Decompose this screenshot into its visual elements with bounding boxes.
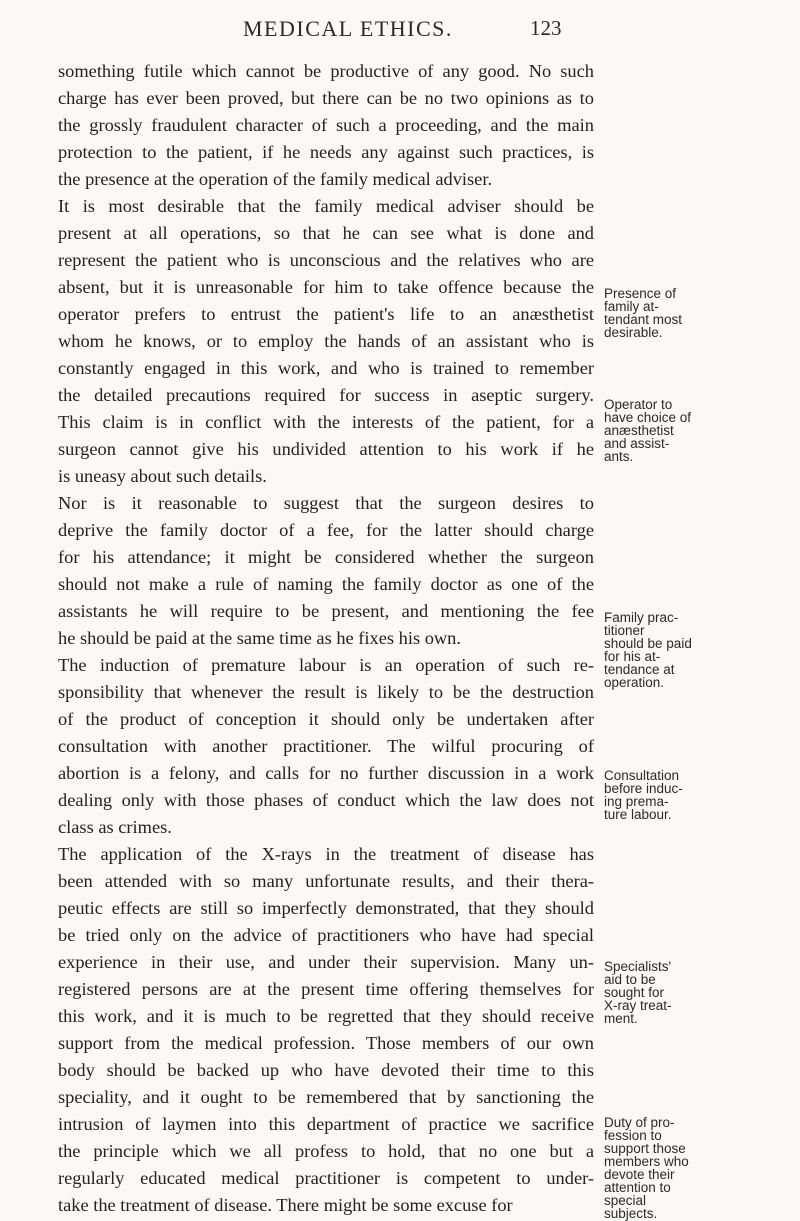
note-line: members who <box>604 1154 689 1169</box>
text-line: This claim is in conflict with the interests of the patient, for a <box>58 412 594 432</box>
note-line: ment. <box>604 1011 638 1026</box>
text-line: for his attendance; it might be considered whether the surgeon <box>58 547 594 567</box>
text-line: consultation with another practitioner. The wilful procuring of <box>58 736 594 756</box>
note-line: before induc- <box>604 781 683 796</box>
margin-note-specialists <box>604 960 794 1025</box>
note-line: titioner <box>604 623 645 638</box>
note-line: Consultation <box>604 768 680 783</box>
text-line: the presence at the operation of the family medical adviser. <box>58 169 493 189</box>
body-text <box>58 58 594 1219</box>
note-line: aid to be <box>604 972 656 987</box>
text-line: the detailed precautions required for success in aseptic surgery. <box>58 385 594 405</box>
note-line: Presence of <box>604 286 677 301</box>
text-line: take the treatment of disease. There might be some excuse for <box>58 1195 513 1215</box>
note-line: should be paid <box>604 636 692 651</box>
text-line: regularly educated medical practitioner is competent to under- <box>58 1168 594 1188</box>
note-line: fession to <box>604 1128 662 1143</box>
text-line: dealing only with those phases of conduct which the law does not <box>58 790 594 810</box>
text-line: is uneasy about such details. <box>58 466 267 486</box>
note-line: sought for <box>604 985 665 1000</box>
note-line: ture labour. <box>604 807 672 822</box>
note-line: Duty of pro- <box>604 1115 675 1130</box>
text-line: protection to the patient, if he needs any against such practices, is <box>58 142 594 162</box>
note-line: attention to <box>604 1180 671 1195</box>
text-line: the grossly fraudulent character of such a proceeding, and the main <box>58 115 594 135</box>
text-line: whom he knows, or to employ the hands of an assistant who is <box>58 331 594 351</box>
text-line: of the product of conception it should only be undertaken after <box>58 709 594 729</box>
text-line: operator prefers to entrust the patient's life to an anæsthetist <box>58 304 594 324</box>
margin-note-duty <box>604 1116 794 1220</box>
text-line: absent, but it is unreasonable for him to take offence because the <box>58 277 594 297</box>
text-line: It is most desirable that the family medical adviser should be <box>58 196 594 216</box>
page-header <box>0 16 800 46</box>
text-line: The induction of premature labour is an operation of such re- <box>58 655 594 675</box>
margin-note-consultation <box>604 769 794 821</box>
note-line: desirable. <box>604 325 663 340</box>
margin-note-operator <box>604 398 794 463</box>
note-line: operation. <box>604 675 665 690</box>
note-line: Operator to <box>604 397 673 412</box>
running-title: MEDICAL ETHICS. <box>243 16 453 41</box>
margin-note-family-practitioner <box>604 611 794 689</box>
note-line: for his at- <box>604 649 661 664</box>
note-line: anæsthetist <box>604 423 674 438</box>
note-line: tendant most <box>604 312 683 327</box>
note-line: X-ray treat- <box>604 998 672 1013</box>
text-line: Nor is it reasonable to suggest that the surgeon desires to <box>58 493 594 513</box>
note-line: and assist- <box>604 436 670 451</box>
text-line: class as crimes. <box>58 817 172 837</box>
note-line: Specialists' <box>604 959 672 974</box>
note-line: ants. <box>604 449 634 464</box>
text-line: something futile which cannot be productive of any good. No such <box>58 61 594 81</box>
text-line: sponsibility that whenever the result is likely to be the destruction <box>58 682 594 702</box>
text-line: The application of the X-rays in the treatment of disease has <box>58 844 594 864</box>
text-line: the principle which we all profess to hold, that no one but a <box>58 1141 594 1161</box>
note-line: special <box>604 1193 647 1208</box>
text-line: body should be backed up who have devoted their time to this <box>58 1060 594 1080</box>
text-line: he should be paid at the same time as he fixes his own. <box>58 628 461 648</box>
note-line: support those <box>604 1141 686 1156</box>
text-line: this work, and it is much to be regretted that they should receive <box>58 1006 594 1026</box>
text-line: abortion is a felony, and calls for no further discussion in a work <box>58 763 594 783</box>
text-line: should not make a rule of naming the family doctor as one of the <box>58 574 594 594</box>
note-line: tendance at <box>604 662 675 677</box>
text-line: charge has ever been proved, but there can be no two opinions as to <box>58 88 594 108</box>
note-line: subjects. <box>604 1206 658 1221</box>
text-line: represent the patient who is unconscious and the relatives who are <box>58 250 594 270</box>
text-line: been attended with so many unfortunate results, and their thera- <box>58 871 594 891</box>
text-line: registered persons are at the present time offering themselves for <box>58 979 594 999</box>
note-line: devote their <box>604 1167 675 1182</box>
text-line: assistants he will require to be present, and mentioning the fee <box>58 601 594 621</box>
note-line: ing prema- <box>604 794 669 809</box>
text-line: be tried only on the advice of practitioners who have had special <box>58 925 594 945</box>
text-line: experience in their use, and under their supervision. Many un- <box>58 952 594 972</box>
text-line: surgeon cannot give his undivided attention to his work if he <box>58 439 594 459</box>
page-number: 123 <box>530 16 562 40</box>
note-line: family at- <box>604 299 659 314</box>
text-line: support from the medical profession. Those members of our own <box>58 1033 594 1053</box>
text-line: speciality, and it ought to be remembered that by sanctioning the <box>58 1087 594 1107</box>
text-line: deprive the family doctor of a fee, for the latter should charge <box>58 520 594 540</box>
text-line: peutic effects are still so imperfectly demonstrated, that they should <box>58 898 594 918</box>
text-line: present at all operations, so that he can see what is done and <box>58 223 594 243</box>
note-line: Family prac- <box>604 610 679 625</box>
margin-note-presence <box>604 287 794 339</box>
text-line: intrusion of laymen into this department of practice we sacrifice <box>58 1114 594 1134</box>
text-line: constantly engaged in this work, and who is trained to remember <box>58 358 594 378</box>
note-line: have choice of <box>604 410 692 425</box>
